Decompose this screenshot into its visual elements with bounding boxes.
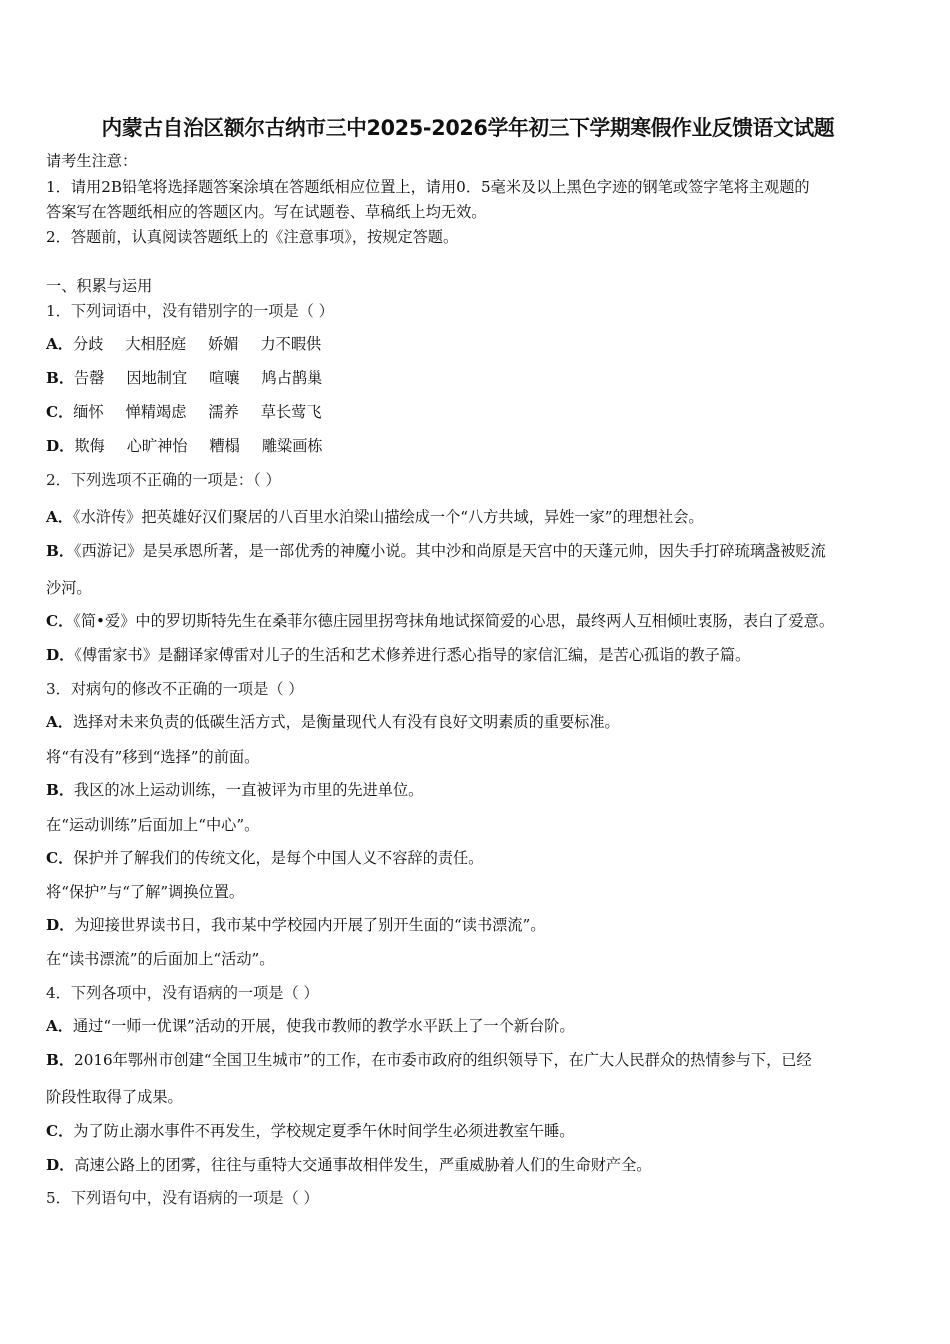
notice-item-1: 1．请用2B铅笔将选择题答案涂填在答题纸相应位置上，请用0．5毫米及以上黑色字迹的钢笔或签字笔将主观题的 [46,178,810,196]
option-label: B． [46,1051,75,1069]
question-3-stem: 3．对病句的修改不正确的一项是（ ） [46,680,304,698]
q3-option-d [46,915,546,935]
option-text: 为迎接世界读书日，我市某中学校园内开展了别开生面的“读书漂流”。 [74,916,546,934]
option-label: C． [46,1122,74,1140]
option-label: C． [46,849,74,867]
q2-option-d [46,645,750,665]
option-text: 《简•爱》中的罗切斯特先生在桑菲尔德庄园里拐弯抹角地试探简爱的心思，最终两人互相倾吐衷肠，表白了爱意。 [73,612,835,630]
option-label: A． [46,508,73,526]
option-word: 濡养 [208,403,239,421]
option-word: 大相胫庭 [125,335,187,353]
option-text: 为了防止溺水事件不再发生，学校规定夏季午休时间学生必须进教室午睡。 [73,1122,575,1140]
q3-option-b-fix: 在“运动训练”后面加上“中心”。 [46,816,260,834]
option-word: 喧嚷 [209,369,240,387]
option-word: 分歧 [72,335,104,353]
option-word: 因地制宜 [126,369,188,387]
question-4-stem: 4．下列各项中，没有语病的一项是（ ） [46,984,319,1002]
q3-option-c-fix: 将“保护”与“了解”调换位置。 [46,883,245,901]
q4-option-b-cont: 阶段性取得了成果。 [46,1088,183,1106]
question-5-stem: 5．下列语句中，没有语病的一项是（ ） [46,1189,319,1207]
option-text: 《水浒传》把英雄好汉们聚居的八百里水泊梁山描绘成一个“八方共域，异姓一家”的理想社会。 [72,508,704,526]
section-heading: 一、积累与运用 [46,277,153,295]
option-word: 告罄 [74,369,105,387]
q3-option-d-fix: 在“读书漂流”的后面加上“活动”。 [46,950,275,968]
page-title: 内蒙古自治区额尔古纳市三中2025-2026学年初三下学期寒假作业反馈语文试题 [101,116,835,140]
q1-option-b [46,368,322,388]
q1-option-c [46,402,322,422]
notice-item-2: 2．答题前，认真阅读答题纸上的《注意事项》，按规定答题。 [46,228,459,246]
q4-option-c [46,1121,574,1141]
option-word: 雕粱画栋 [261,437,323,455]
option-text: 《傅雷家书》是翻译家傅雷对儿子的生活和艺术修养进行悉心指导的家信汇编，是苦心孤诣的教子篇。 [74,646,751,664]
notice-item-1-cont: 答案写在答题纸相应的答题区内。写在试题卷、草稿纸上均无效。 [46,203,487,221]
option-label: A． [46,713,73,731]
option-label: D． [46,646,75,664]
q2-option-c [46,611,834,631]
question-1-stem: 1．下列词语中，没有错别字的一项是（ ） [46,302,334,320]
q3-option-c [46,848,483,868]
q1-option-a [46,334,321,354]
option-label: D． [46,1156,75,1174]
option-label: D． [46,437,75,455]
q4-option-d [46,1155,651,1175]
q3-option-a-fix: 将“有没有”移到“选择”的前面。 [46,748,260,766]
q3-option-b [46,780,423,800]
q4-option-a [46,1016,575,1036]
option-label: A． [46,335,73,353]
option-text: 高速公路上的团雾，往往与重特大交通事故相伴发生，严重威胁着人们的生命财产全。 [74,1156,652,1174]
option-label: B． [46,781,75,799]
option-word: 缅怀 [73,403,104,421]
option-word: 鸠占鹊巢 [261,369,323,387]
question-2-stem: 2．下列选项不正确的一项是：（ ） [46,471,281,489]
option-word: 草长莺飞 [260,403,322,421]
q1-option-d [46,436,323,456]
option-label: C． [46,403,74,421]
option-text: 我区的冰上运动训练，一直被评为市里的先进单位。 [74,781,424,799]
option-word: 惮精竭虑 [125,403,187,421]
q2-option-a [46,507,704,527]
notice-heading: 请考生注意： [46,152,138,170]
option-text: 2016年鄂州市创建“全国卫生城市”的工作，在市委市政府的组织领导下，在广大人民群众的热情参与下，已经 [74,1051,812,1069]
q2-option-b [46,541,826,561]
option-label: D． [46,916,75,934]
option-text: 选择对未来负责的低碳生活方式，是衡量现代人有没有良好文明素质的重要标准。 [72,713,620,731]
option-text: 《西游记》是吴承恩所著，是一部优秀的神魔小说。其中沙和尚原是天宫中的天蓬元帅，因失手打碎琉璃盏被贬流 [74,542,826,560]
option-word: 心旷神怡 [126,437,188,455]
option-word: 欺侮 [74,437,105,455]
option-text: 保护并了解我们的传统文化，是每个中国人义不容辞的责任。 [73,849,484,867]
option-label: C． [46,612,74,630]
option-label: B． [46,369,75,387]
option-label: A． [46,1017,73,1035]
q4-option-b [46,1050,812,1070]
option-word: 力不暇供 [260,335,322,353]
option-word: 糟榻 [209,437,240,455]
option-text: 通过“一师一优课”活动的开展，使我市教师的教学水平跃上了一个新台阶。 [72,1017,575,1035]
q3-option-a [46,712,620,732]
option-label: B． [46,542,75,560]
q2-option-b-cont: 沙河。 [46,579,92,597]
option-word: 娇媚 [208,335,239,353]
